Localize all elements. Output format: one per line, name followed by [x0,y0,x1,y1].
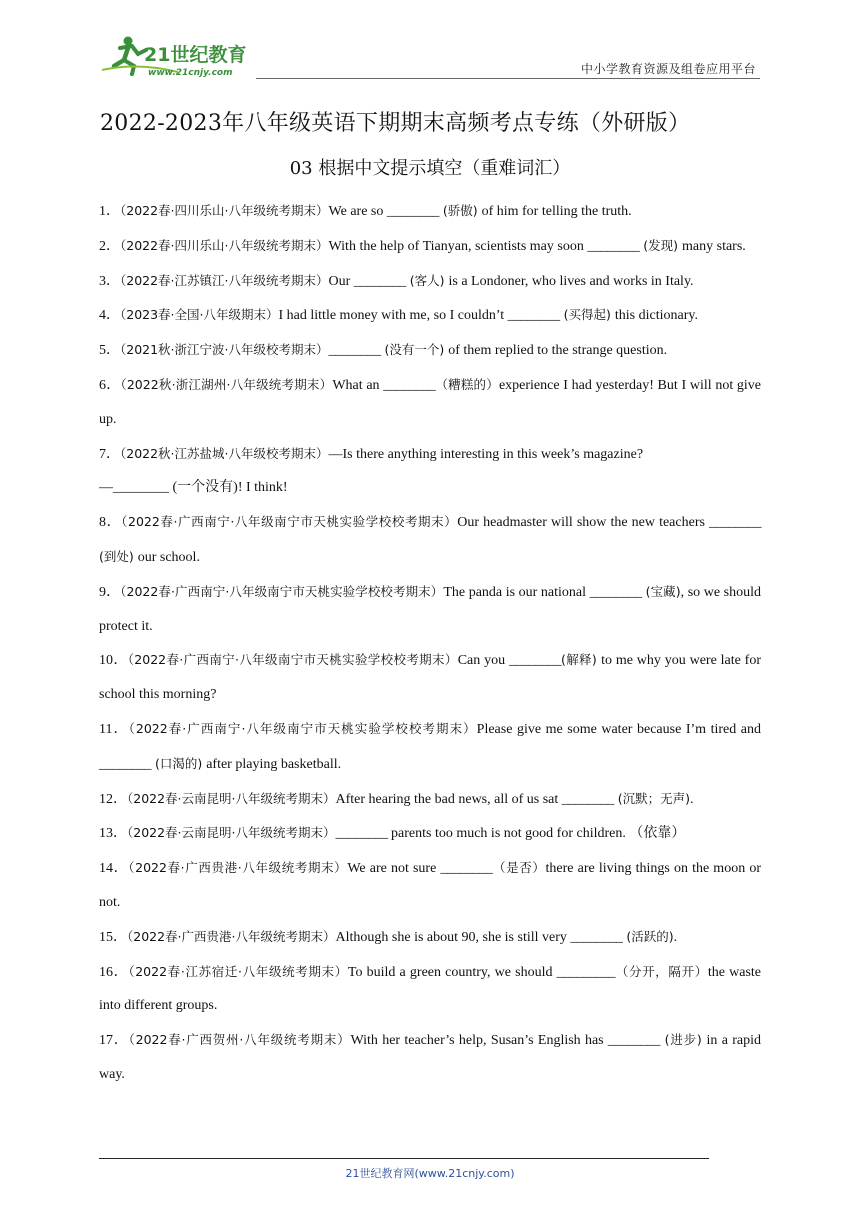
logo-text: 21世纪教育 [144,44,247,66]
question-item [99,264,761,299]
chinese-hint: （是否） [492,860,546,876]
question-item [99,333,761,368]
question-text: Our [328,273,354,289]
question-list [99,194,761,1092]
question-text: To build a green country, we should [347,964,557,980]
question-text-tail: experience I had yesterday! But I will not give up. [99,377,762,427]
question-item [99,643,761,712]
logo-url: www.21cnjy.com [148,68,233,78]
question-text-tail: , so we should protect it. [99,584,762,634]
answer-blank[interactable]: ________ [587,238,640,254]
question-source: （2022春·广西南宁·八年级南宁市天桃实验学校校考期末） [120,583,444,599]
page-header [98,30,760,78]
question-source: （2022春·广西贵港·八年级统考期末） [128,860,348,876]
platform-label: 中小学教育资源及组卷应用平台 [580,62,756,76]
chinese-hint: (解释) [560,652,602,668]
question-number: 11． [99,721,129,737]
question-text: Please give me some water because I’m tired and [476,721,762,737]
question-text-tail: in a rapid way. [99,1033,761,1082]
question-text-tail: of them replied to the strange question. [448,343,668,359]
chinese-hint: (进步) [659,1032,707,1048]
answer-blank[interactable]: ________ [353,273,406,289]
question-text-tail: . [690,791,694,807]
answer-blank[interactable]: ________ [507,308,560,324]
question-item [99,782,761,817]
answer-blank[interactable]: ________ [328,343,381,359]
question-text: Although she is about 90, she is still very [335,929,571,945]
question-text: —Is there anything interesting in this week’s magazine? [328,446,644,462]
question-number: 14． [99,861,129,877]
answer-blank[interactable]: ________ [99,756,151,772]
answer-blank[interactable]: ________ [440,861,493,877]
question-number: 15． [99,929,127,945]
question-number: 1． [99,204,120,219]
question-text: With the help of Tianyan, scientists may soon [328,238,588,254]
question-number: 3． [99,273,120,289]
question-number: 17． [99,1033,129,1049]
chinese-hint: (宝藏) [641,583,681,599]
question-source: （2022春·江苏镇江·八年级统考期末） [120,272,329,288]
chinese-hint: （分开，隔开） [615,963,708,979]
question-item [99,437,761,506]
question-number: 16． [99,964,129,980]
footer-link[interactable]: 21世纪教育网(www.21cnjy.com) [345,1167,515,1180]
question-item [99,851,761,920]
page-title: 2022-2023年八年级英语下期期末高频考点专练（外研版） [100,111,691,136]
question-number: 12． [99,791,127,807]
section-subtitle: 03 根据中文提示填空（重难词汇） [289,158,571,179]
question-text: Can you [457,653,509,669]
answer-blank[interactable]: ________ [709,515,762,531]
chinese-hint: (买得起) [559,307,615,323]
question-source: （2022春·广西南宁·八年级南宁市天桃实验学校校考期末） [128,720,477,736]
question-source: （2022春·广西贵港·八年级统考期末） [127,928,336,944]
chinese-hint: (发现) [639,237,683,253]
question-item [99,368,761,437]
question-source: （2022春·四川乐山·八年级统考期末） [120,203,329,218]
answer-blank[interactable]: ________ [561,791,614,807]
question-number: 10． [99,653,128,669]
header-divider [256,78,760,79]
question-source: （2022春·四川乐山·八年级统考期末） [120,237,329,253]
question-source: （2022春·云南昆明·八年级统考期末） [127,790,336,806]
question-item [99,298,761,333]
answer-blank[interactable]: ________ [335,826,388,842]
question-text: We are so [328,204,387,219]
chinese-hint: (口渴的) [151,755,207,771]
question-text-tail: parents too much is not good for children. （依靠） [387,826,686,842]
question-item [99,816,761,851]
question-source: （2023春·全国·八年级期末） [120,307,279,323]
question-source: （2022秋·江苏盐城·八年级校考期末） [120,445,329,461]
question-text-tail: many stars. [682,238,746,254]
question-text-tail: the waste into different groups. [99,964,762,1014]
answer-blank[interactable]: ________ [570,929,623,945]
question-number: 5． [99,343,120,359]
question-item [99,920,761,955]
chinese-hint: (沉默；无声) [613,790,691,806]
question-source: （2022春·广西南宁·八年级南宁市天桃实验学校校考期末） [121,514,458,530]
question-text-tail: our school. [137,549,200,565]
question-source: （2022春·广西南宁·八年级南宁市天桃实验学校校考期末） [127,652,458,668]
answer-blank[interactable]: ________ [383,377,436,393]
question-item [99,229,761,264]
question-text-tail: is a Londoner, who lives and works in Italy. [448,273,694,289]
answer-blank[interactable]: ________ [607,1033,660,1049]
chinese-hint: （糟糕的） [435,376,499,392]
answer-blank[interactable]: ________ [386,204,439,219]
answer-blank[interactable]: ________ [508,653,561,669]
question-item [99,712,761,782]
question-source: （2022春·云南昆明·八年级统考期末） [127,825,336,841]
question-number: 4． [99,308,120,324]
question-number: 2． [99,238,120,254]
chinese-hint: (骄傲) [438,203,482,218]
question-text: What an [332,377,384,393]
question-text-tail: there are living things on the moon or not. [99,861,761,910]
question-text-tail: . [673,929,678,945]
question-text-tail: after playing basketball. [206,756,342,772]
question-number: 6． [99,377,121,393]
question-number: 13． [99,826,127,842]
question-number: 8． [99,515,122,531]
chinese-hint: (到处) [99,548,138,564]
question-number: 7． [99,446,120,462]
question-source: （2022春·江苏宿迁·八年级统考期末） [128,963,348,979]
question-text: After hearing the bad news, all of us sat [335,791,562,807]
question-number: 9． [99,584,121,600]
question-text-tail: this dictionary. [614,308,698,324]
question-source: （2022秋·浙江湖州·八年级统考期末） [120,376,333,392]
chinese-hint: (客人) [405,272,449,288]
chinese-hint: (没有一个) [380,342,449,358]
question-text-tail: of him for telling the truth. [481,204,632,219]
question-item [99,505,761,575]
question-item [99,194,761,229]
question-text: With her teacher’s help, Susan’s English has [350,1033,608,1049]
footer-divider [99,1158,709,1159]
question-source: （2021秋·浙江宁波·八年级校考期末） [120,342,329,358]
question-reply-line: —________ (一个没有)! I think! [99,480,288,496]
logo-21cnjy [98,34,268,78]
question-text-tail: to me why you were late for school this morning? [99,653,762,703]
question-item [99,1023,761,1092]
question-text: I had little money with me, so I couldn’t [278,308,508,324]
chinese-hint: (活跃的) [622,928,674,944]
question-item [99,955,761,1024]
question-text: Our headmaster will show the new teachers [457,515,710,531]
question-item [99,575,761,644]
question-text: We are not sure [347,861,441,877]
answer-blank[interactable]: ________ [589,584,642,600]
question-text: The panda is our national [443,584,590,600]
answer-blank[interactable]: _________ [556,964,616,980]
question-source: （2022春·广西贺州·八年级统考期末） [128,1032,351,1048]
